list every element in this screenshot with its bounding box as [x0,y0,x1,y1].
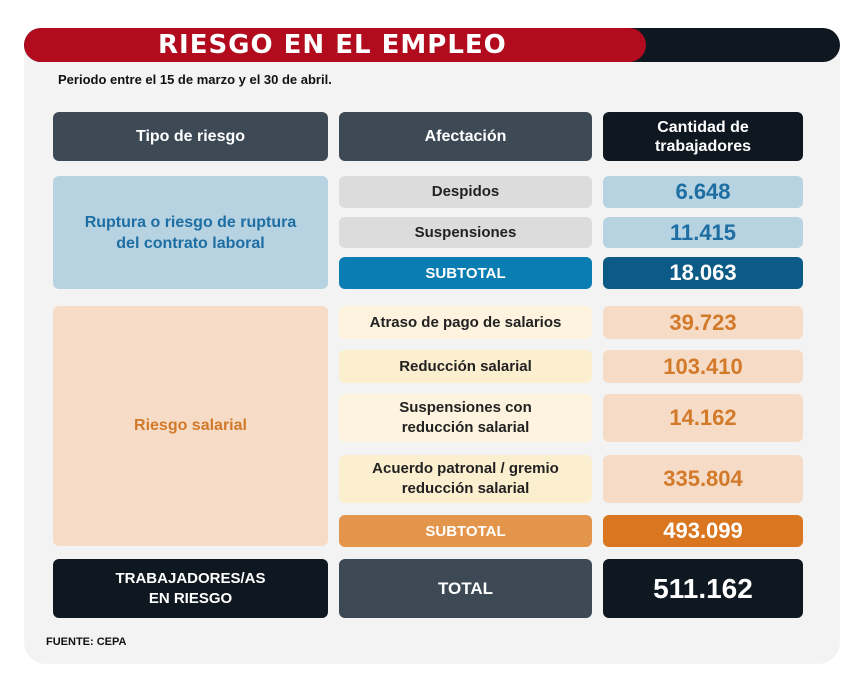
afectacion-despidos: Despidos [339,176,592,208]
afectacion-reduccion: Reducción salarial [339,350,592,383]
category-salarial: Riesgo salarial [53,306,328,546]
total-value: 511.162 [603,559,803,618]
afectacion-acuerdo: Acuerdo patronal / gremio reducción salarial [339,455,592,503]
total-left-label: TRABAJADORES/AS EN RIESGO [53,559,328,618]
subtotal-salarial-label: SUBTOTAL [339,515,592,547]
afectacion-atraso: Atraso de pago de salarios [339,306,592,339]
header-afectacion: Afectación [339,112,592,161]
value-suspensiones-reduccion: 14.162 [603,394,803,442]
category-ruptura: Ruptura o riesgo de ruptura del contrato laboral [53,176,328,289]
afectacion-suspensiones-reduccion: Suspensiones con reducción salarial [339,394,592,442]
total-label: TOTAL [339,559,592,618]
value-reduccion: 103.410 [603,350,803,383]
subtotal-ruptura-label: SUBTOTAL [339,257,592,289]
source-note: FUENTE: CEPA [46,636,127,648]
title-bar [24,28,840,62]
header-tipo: Tipo de riesgo [53,112,328,161]
afectacion-suspensiones: Suspensiones [339,217,592,248]
value-atraso: 39.723 [603,306,803,339]
value-despidos: 6.648 [603,176,803,208]
value-acuerdo: 335.804 [603,455,803,503]
subtotal-salarial-value: 493.099 [603,515,803,547]
period-subtitle: Periodo entre el 15 de marzo y el 30 de abril. [58,72,332,87]
value-suspensiones: 11.415 [603,217,803,248]
header-cantidad: Cantidad de trabajadores [603,112,803,161]
page-title: RIESGO EN EL EMPLEO [158,30,507,60]
subtotal-ruptura-value: 18.063 [603,257,803,289]
